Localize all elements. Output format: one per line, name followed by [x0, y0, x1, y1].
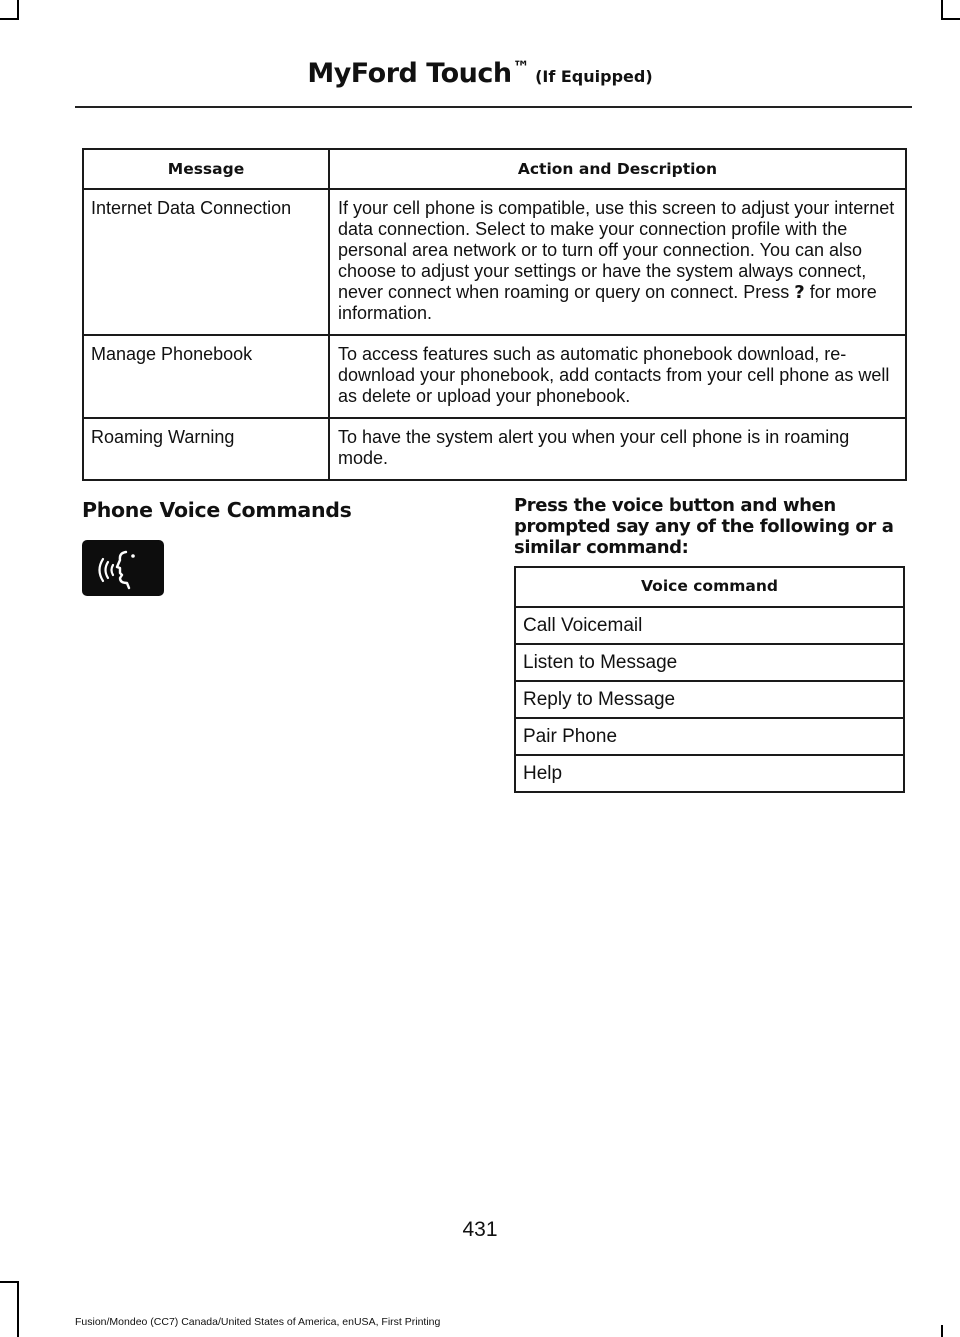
- description-cell: [329, 189, 906, 335]
- page-title-text: MyFord Touch: [307, 58, 512, 89]
- table-row: [83, 335, 906, 418]
- description-cell: To have the system alert you when your cell phone is in roaming mode.: [329, 418, 906, 480]
- voice-command-icon: [82, 540, 164, 596]
- voice-instruction: Press the voice button and when prompted say any of the following or a similar command:: [514, 495, 894, 558]
- message-table: [82, 148, 907, 481]
- page-number: 431: [462, 1218, 498, 1241]
- table-row: [515, 644, 904, 681]
- crop-mark: [941, 0, 943, 20]
- table-row: [83, 418, 906, 480]
- table-row: [83, 189, 906, 335]
- table-row: [515, 755, 904, 792]
- crop-mark: [0, 18, 19, 20]
- description-text: If your cell phone is compatible, use this screen to adjust your internet data connection. Select to make your connection profile with the personal area network or to turn off your connection. You can also choose to adjust your settings or have the system always connect, never connect when roaming or query on connect. Press: [338, 198, 895, 302]
- section-heading: Phone Voice Commands: [82, 498, 352, 522]
- page-title: [0, 58, 960, 89]
- table-row: [515, 607, 904, 644]
- crop-mark: [17, 1281, 19, 1337]
- column-header-message: Message: [83, 149, 329, 189]
- help-icon: ?: [794, 282, 805, 303]
- column-header-voice-command: Voice command: [515, 567, 904, 607]
- voice-command-cell: Help: [515, 755, 904, 792]
- message-cell: Manage Phonebook: [83, 335, 329, 418]
- page-subtitle: (If Equipped): [535, 67, 653, 86]
- trademark-symbol: ™: [512, 58, 530, 78]
- message-cell: Roaming Warning: [83, 418, 329, 480]
- voice-command-cell: Pair Phone: [515, 718, 904, 755]
- crop-mark: [0, 1281, 19, 1283]
- footer-text: Fusion/Mondeo (CC7) Canada/United States of America, enUSA, First Printing: [75, 1316, 441, 1328]
- voice-command-cell: Listen to Message: [515, 644, 904, 681]
- description-text: for more information.: [338, 282, 877, 323]
- voice-command-cell: Call Voicemail: [515, 607, 904, 644]
- crop-mark: [941, 18, 960, 20]
- voice-command-cell: Reply to Message: [515, 681, 904, 718]
- table-row: [515, 681, 904, 718]
- crop-mark: [941, 1325, 943, 1337]
- header-divider: [75, 106, 912, 108]
- table-header-row: [83, 149, 906, 189]
- column-header-action: Action and Description: [329, 149, 906, 189]
- crop-mark: [17, 0, 19, 20]
- description-cell: To access features such as automatic phonebook download, re-download your phonebook, add contacts from your cell phone as well as delete or upload your phonebook.: [329, 335, 906, 418]
- table-row: [515, 718, 904, 755]
- message-cell: Internet Data Connection: [83, 189, 329, 335]
- table-header-row: [515, 567, 904, 607]
- voice-command-table: [514, 566, 905, 793]
